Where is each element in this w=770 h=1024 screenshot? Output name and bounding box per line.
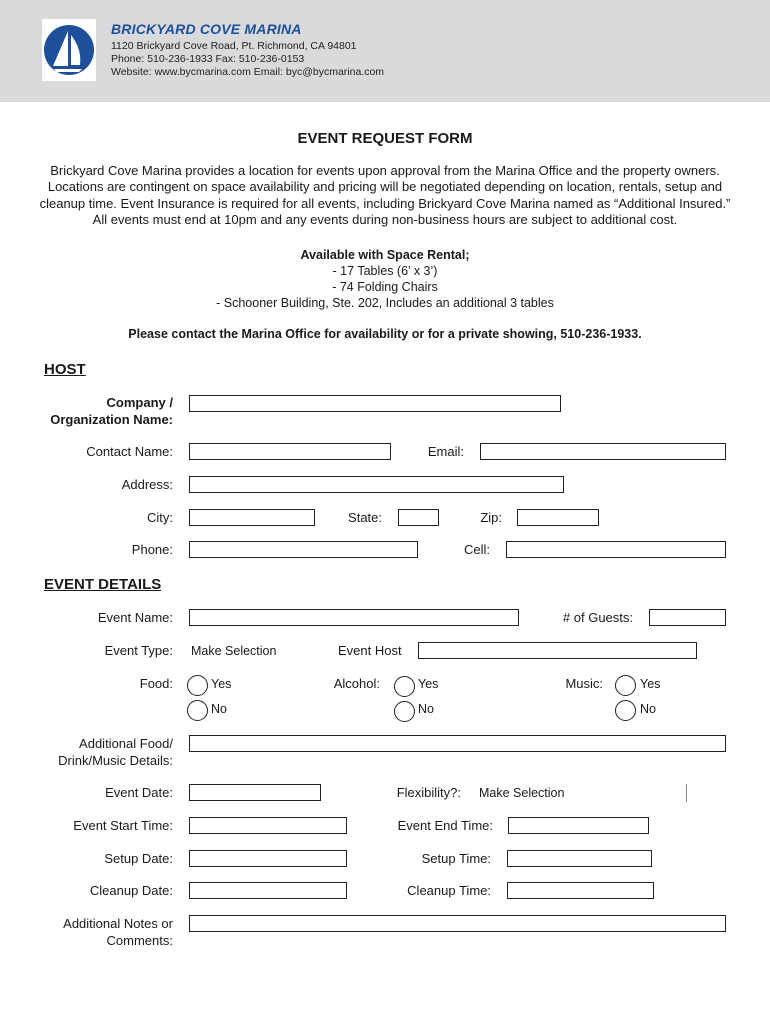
state-input[interactable] (398, 509, 439, 526)
email-input[interactable] (480, 443, 726, 460)
food-no-radio[interactable] (187, 700, 208, 721)
org-phone-fax: Phone: 510-236-1933 Fax: 510-236-0153 (111, 53, 305, 65)
event-host-label: Event Host (338, 643, 402, 658)
event-start-time-label: Event Start Time: (73, 818, 173, 833)
event-date-input[interactable] (189, 784, 321, 801)
event-host-input[interactable] (418, 642, 697, 659)
contact-note: Please contact the Marina Office for availability or for a private showing, 510-236-1933. (128, 327, 642, 341)
setup-time-label: Setup Time: (421, 851, 491, 866)
food-yes-radio[interactable] (187, 675, 208, 696)
available-item: - 17 Tables (6’ x 3’) (332, 264, 438, 278)
host-heading: HOST (44, 361, 86, 378)
cell-input[interactable] (506, 541, 726, 558)
zip-input[interactable] (517, 509, 599, 526)
flexibility-divider (686, 784, 687, 802)
notes-input[interactable] (189, 915, 726, 932)
flexibility-select[interactable]: Make Selection (479, 786, 565, 800)
event-start-time-input[interactable] (189, 817, 347, 834)
letterhead (0, 0, 770, 102)
org-address: 1120 Brickyard Cove Road, Pt. Richmond, CA 94801 (111, 40, 357, 52)
notes-label-line2: Comments: (106, 932, 173, 948)
phone-input[interactable] (189, 541, 418, 558)
alcohol-no-radio[interactable] (394, 701, 415, 722)
alcohol-yes-radio[interactable] (394, 676, 415, 697)
additional-details-label-line2: Drink/Music Details: (58, 752, 173, 768)
org-web-email: Website: www.bycmarina.com Email: byc@bycmarina.com (111, 66, 385, 78)
available-item: - Schooner Building, Ste. 202, Includes an additional 3 tables (216, 296, 554, 310)
music-no-label: No (640, 702, 656, 716)
food-yes-label: Yes (211, 677, 232, 691)
intro-paragraph: Brickyard Cove Marina provides a location for events upon approval from the Marina Office and the property owners. Locations are contingent on space availability and pricing will be negotiated depending on location, rentals, setup and cleanup time. Event Insurance is required for all events, including Brickyard Cove Marina named as “Additional Insured.” All events must end at 10pm and any events during non-business hours are subject to additional cost. (39, 163, 731, 227)
form-title: EVENT REQUEST FORM (297, 130, 473, 147)
company-label-line1: Company / (106, 395, 173, 410)
music-yes-label: Yes (640, 677, 661, 691)
city-label: City: (147, 510, 173, 525)
available-list (0, 247, 770, 311)
cleanup-date-input[interactable] (189, 882, 347, 899)
contact-name-input[interactable] (189, 443, 391, 460)
company-label-line2: Organization Name: (50, 411, 173, 427)
sailboat-logo-icon (42, 19, 96, 81)
address-input[interactable] (189, 476, 564, 493)
available-heading: Available with Space Rental; (300, 248, 470, 262)
setup-time-input[interactable] (507, 850, 652, 867)
cleanup-time-input[interactable] (507, 882, 654, 899)
alcohol-no-label: No (418, 702, 434, 716)
setup-date-label: Setup Date: (104, 851, 173, 866)
city-input[interactable] (189, 509, 315, 526)
org-name: BRICKYARD COVE MARINA (111, 21, 302, 37)
notes-label-line1: Additional Notes or (63, 916, 173, 931)
setup-date-input[interactable] (189, 850, 347, 867)
event-name-input[interactable] (189, 609, 519, 626)
music-label: Music: (565, 676, 603, 691)
company-input[interactable] (189, 395, 561, 412)
event-end-time-label: Event End Time: (397, 818, 493, 833)
notes-label (63, 916, 173, 949)
additional-details-label-line1: Additional Food/ (79, 736, 173, 751)
event-date-label: Event Date: (105, 785, 173, 800)
guests-label: # of Guests: (562, 610, 633, 625)
alcohol-yes-label: Yes (418, 677, 439, 691)
cleanup-time-label: Cleanup Time: (407, 883, 491, 898)
cell-label: Cell: (463, 542, 490, 557)
phone-label: Phone: (131, 542, 173, 557)
food-no-label: No (211, 702, 227, 716)
event-type-select[interactable]: Make Selection (191, 644, 277, 658)
guests-input[interactable] (649, 609, 726, 626)
company-label (50, 395, 173, 428)
email-label: Email: (427, 444, 464, 459)
contact-name-label: Contact Name: (86, 444, 173, 459)
additional-details-label (58, 736, 173, 769)
event-name-label: Event Name: (97, 610, 173, 625)
event-type-label: Event Type: (104, 643, 173, 658)
music-yes-radio[interactable] (615, 675, 636, 696)
state-label: State: (348, 510, 382, 525)
event-details-heading: EVENT DETAILS (44, 576, 162, 593)
music-no-radio[interactable] (615, 700, 636, 721)
food-label: Food: (139, 676, 173, 691)
event-end-time-input[interactable] (508, 817, 649, 834)
flexibility-label: Flexibility?: (396, 785, 461, 800)
zip-label: Zip: (480, 510, 502, 525)
available-item: - 74 Folding Chairs (332, 280, 438, 294)
address-label: Address: (121, 477, 173, 492)
cleanup-date-label: Cleanup Date: (89, 883, 173, 898)
alcohol-label: Alcohol: (333, 676, 380, 691)
additional-details-input[interactable] (189, 735, 726, 752)
